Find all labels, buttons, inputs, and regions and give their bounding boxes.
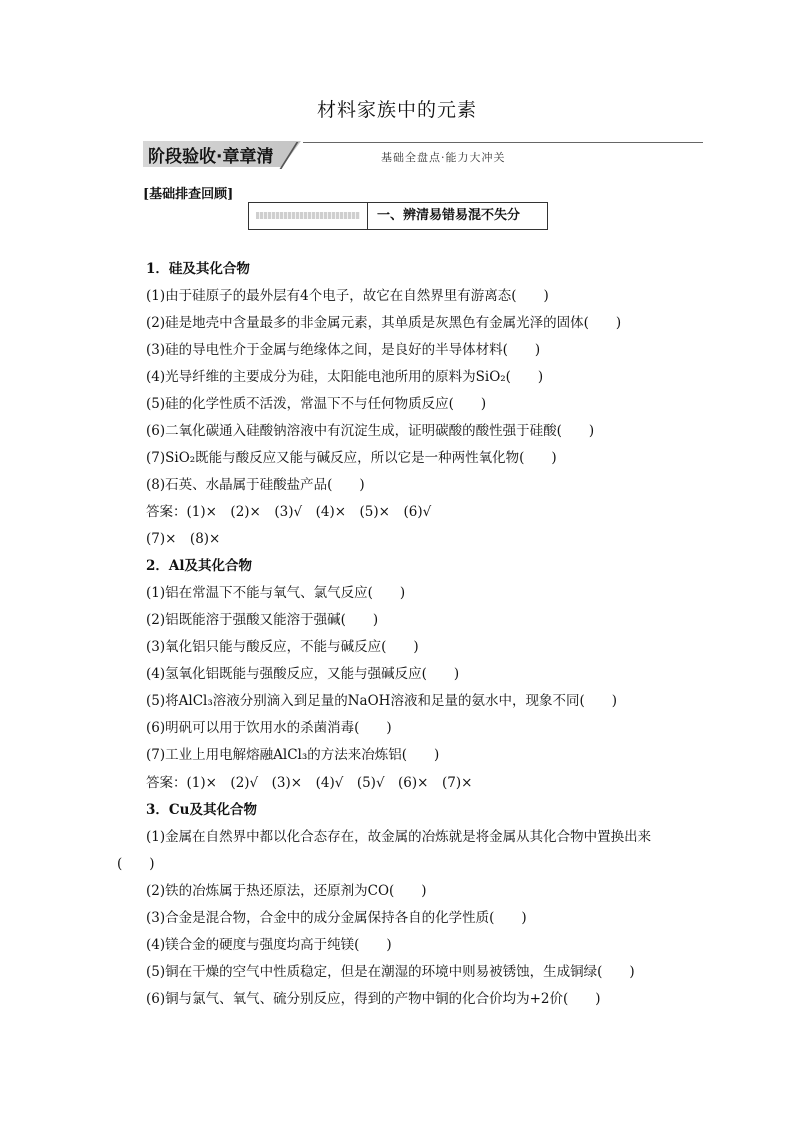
tag-decoration (249, 203, 368, 229)
question-item: (4)氢氧化铝既能与强酸反应，又能与强碱反应( ) (146, 666, 460, 682)
document-title: 材料家族中的元素 (316, 99, 477, 121)
question-item: (4)光导纤维的主要成分为硅，太阳能电池所用的原料为SiO₂( ) (146, 369, 544, 385)
question-item: (2)硅是地壳中含量最多的非金属元素，其单质是灰黑色有金属光泽的固体( ) (146, 315, 622, 331)
question-item: (6)二氧化碳通入硅酸钠溶液中有沉淀生成，证明碳酸的酸性强于硅酸( ) (146, 423, 595, 439)
topic-tag-label: 一、辨清易错易混不失分 (377, 208, 521, 223)
banner-subtitle: 基础全盘点·能力大冲关 (381, 151, 506, 164)
question-item: (1)铝在常温下不能与氧气、氯气反应( ) (146, 585, 406, 601)
answer-line: 答案：(1)× (2)× (3)√ (4)× (5)× (6)√ (146, 504, 432, 520)
question-item: (1)由于硅原子的最外层有4个电子，故它在自然界里有游离态( ) (146, 288, 549, 304)
section-heading-si: 1．硅及其化合物 (146, 261, 250, 277)
question-item: (3)氧化铝只能与酸反应，不能与碱反应( ) (146, 639, 419, 655)
question-item: (5)铜在干燥的空气中性质稳定，但是在潮湿的环境中则易被锈蚀，生成铜绿( ) (146, 964, 635, 980)
section-heading-al: 2．Al及其化合物 (146, 558, 252, 574)
banner-title: 阶段验收·章章清 (148, 147, 274, 167)
question-item: (8)石英、水晶属于硅酸盐产品( ) (146, 477, 365, 493)
question-item: (3)合金是混合物，合金中的成分金属保持各自的化学性质( ) (146, 910, 527, 926)
question-item-continuation: ( ) (117, 856, 155, 872)
question-item: (6)铜与氯气、氧气、硫分别反应，得到的产物中铜的化合价均为+2价( ) (146, 991, 601, 1007)
question-item: (6)明矾可以用于饮用水的杀菌消毒( ) (146, 720, 392, 736)
question-item: (7)SiO₂既能与酸反应又能与碱反应，所以它是一种两性氧化物( ) (146, 450, 557, 466)
section-heading-cu: 3．Cu及其化合物 (146, 802, 257, 818)
question-item: (4)镁合金的硬度与强度均高于纯镁( ) (146, 937, 392, 953)
question-item: (1)金属在自然界中都以化合态存在，故金属的冶炼就是将金属从其化合物中置换出来 (146, 829, 652, 845)
question-item: (2)铝既能溶于强酸又能溶于强碱( ) (146, 612, 379, 628)
question-item: (2)铁的冶炼属于热还原法，还原剂为CO( ) (146, 883, 427, 899)
answer-line: (7)× (8)× (146, 531, 221, 547)
question-item: (7)工业上用电解熔融AlCl₃的方法来冶炼铝( ) (146, 747, 440, 763)
section-label: [基础排查回顾] (143, 187, 234, 202)
answer-line: 答案：(1)× (2)√ (3)× (4)√ (5)√ (6)× (7)× (146, 775, 473, 791)
banner-rule (303, 142, 703, 143)
topic-tag-box (248, 202, 548, 230)
question-item: (5)硅的化学性质不活泼，常温下不与任何物质反应( ) (146, 396, 487, 412)
stage-banner (143, 139, 703, 169)
question-item: (3)硅的导电性介于金属与绝缘体之间，是良好的半导体材料( ) (146, 342, 541, 358)
question-item: (5)将AlCl₃溶液分别滴入到足量的NaOH溶液和足量的氨水中，现象不同( ) (146, 693, 617, 709)
